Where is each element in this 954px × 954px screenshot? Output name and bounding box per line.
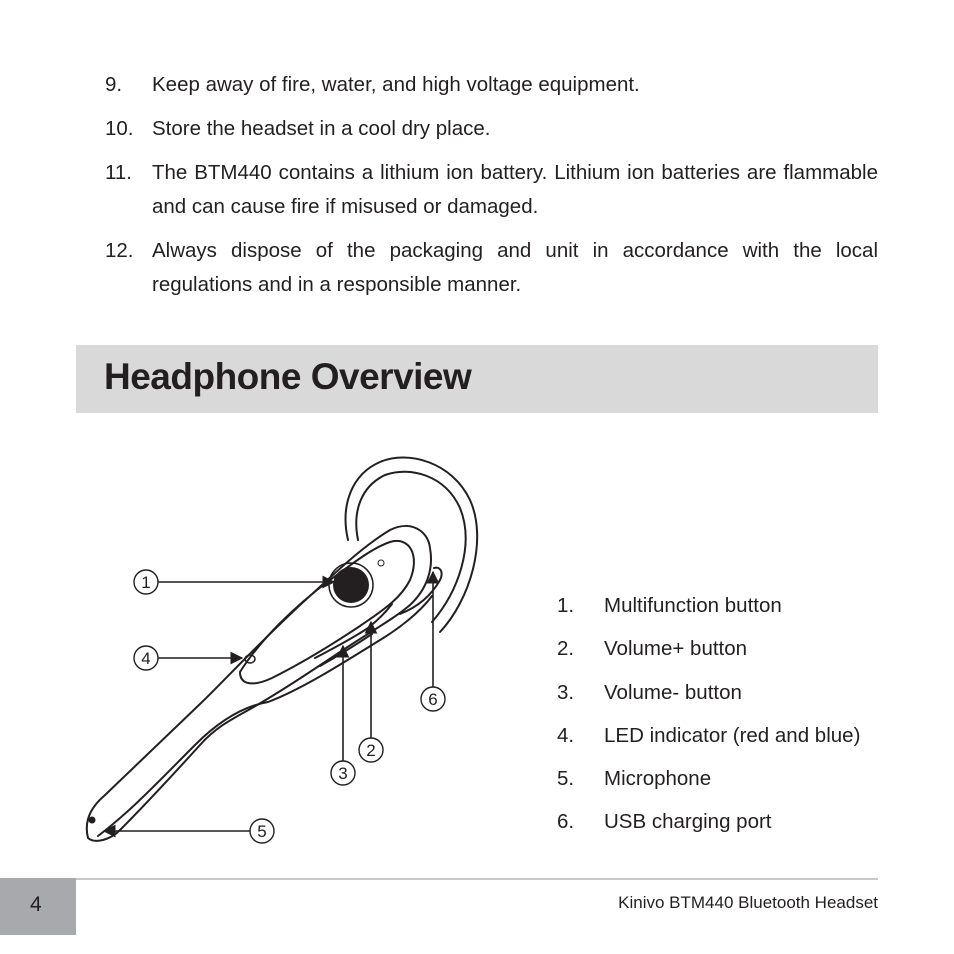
item-number: 9. bbox=[105, 73, 123, 96]
footer-title: Kinivo BTM440 Bluetooth Headset bbox=[618, 893, 878, 912]
legend-item bbox=[557, 762, 887, 805]
item-text: Always dispose of the packaging and unit in accordance with the local regulations and in a responsible manner. bbox=[152, 239, 878, 296]
legend-number: 6. bbox=[557, 810, 575, 834]
callout-2: 2 bbox=[366, 741, 376, 760]
callout-4: 4 bbox=[141, 649, 151, 668]
callout-3: 3 bbox=[338, 764, 348, 783]
legend-number: 1. bbox=[557, 594, 575, 617]
footer-divider bbox=[76, 878, 878, 880]
legend-label: Microphone bbox=[604, 767, 712, 791]
legend-label: USB charging port bbox=[604, 810, 772, 834]
legend-label: Volume- button bbox=[604, 680, 742, 704]
legend-label: LED indicator (red and blue) bbox=[604, 723, 861, 747]
legend-number: 2. bbox=[557, 637, 575, 661]
legend-number: 5. bbox=[557, 767, 575, 791]
callout-1: 1 bbox=[141, 573, 151, 592]
small-dot bbox=[378, 560, 384, 566]
item-number: 10. bbox=[105, 117, 134, 140]
legend-item bbox=[557, 632, 887, 675]
multifunction-button-shape bbox=[333, 567, 369, 603]
microphone-shape bbox=[89, 817, 96, 824]
legend-number: 4. bbox=[557, 723, 575, 747]
legend-item bbox=[557, 719, 887, 762]
parts-legend bbox=[557, 589, 887, 849]
legend-label: Volume+ button bbox=[604, 637, 748, 661]
legend-item bbox=[557, 676, 887, 719]
ear-hook bbox=[346, 458, 478, 632]
item-text: Keep away of fire, water, and high voltage equipment. bbox=[152, 73, 640, 96]
item-text: Store the headset in a cool dry place. bbox=[152, 117, 491, 140]
legend-label: Multifunction button bbox=[604, 594, 782, 617]
legend-item bbox=[557, 589, 887, 632]
ear-hook-inner bbox=[356, 472, 465, 622]
page-number-box bbox=[0, 878, 76, 935]
callout-6: 6 bbox=[428, 690, 438, 709]
item-number: 11. bbox=[105, 161, 132, 184]
item-number: 12. bbox=[105, 239, 134, 262]
legend-item bbox=[557, 805, 887, 848]
legend-number: 3. bbox=[557, 680, 575, 704]
item-text: The BTM440 contains a lithium ion battery. Lithium ion batteries are flammable and can cause fire if misused or damaged. bbox=[152, 161, 878, 218]
section-title: Headphone Overview bbox=[104, 356, 472, 397]
page-number: 4 bbox=[30, 893, 42, 916]
callout-5: 5 bbox=[257, 822, 267, 841]
